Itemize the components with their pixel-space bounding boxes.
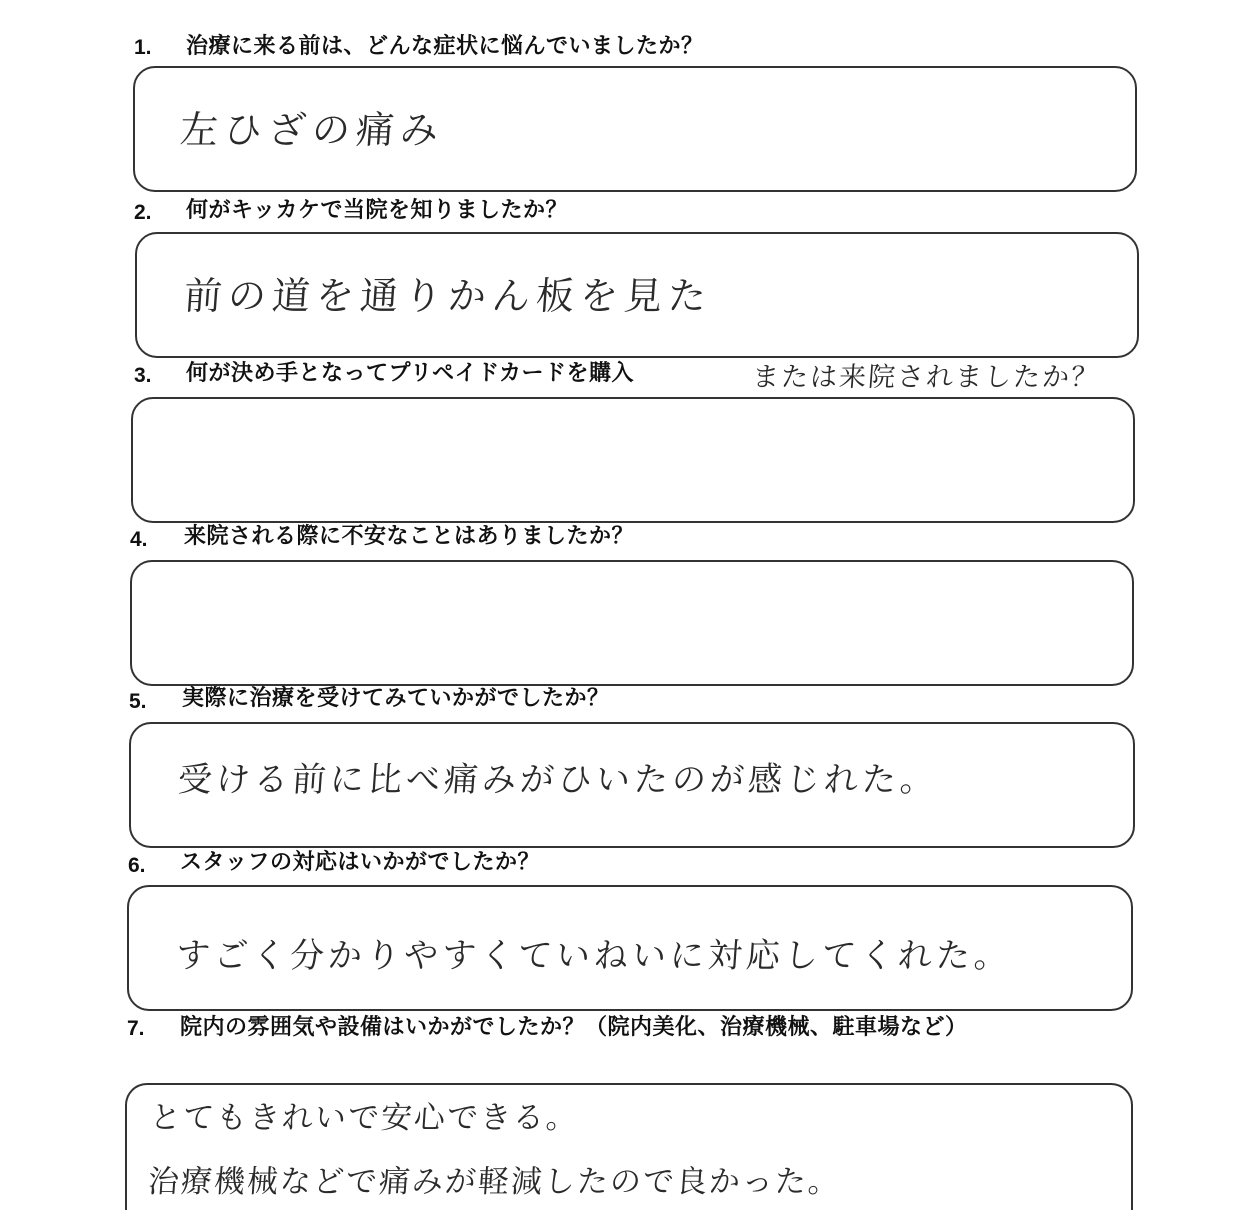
- question-5-number: 5.: [129, 690, 147, 713]
- answer-6-text: すごく分かりやすくていねいに対応してくれた。: [174, 936, 1014, 976]
- question-2-text: 何がキッカケで当院を知りましたか？: [186, 198, 569, 223]
- answer-box-3[interactable]: [131, 397, 1135, 523]
- question-1-text: 治療に来る前は、どんな症状に悩んでいましたか？: [186, 34, 704, 59]
- question-6-text: スタッフの対応はいかがでしたか？: [180, 850, 541, 875]
- question-7-number: 7.: [127, 1017, 145, 1040]
- question-3-number: 3.: [134, 364, 152, 387]
- question-4-number: 4.: [130, 528, 148, 551]
- answer-7-line-1: とてもきれいで安心できる。: [148, 1100, 581, 1136]
- question-3-text: 何が決め手となってプリペイドカードを購入: [186, 361, 635, 386]
- answer-5-text: 受ける前に比べ痛みがひいたのが感じれた。: [176, 760, 940, 800]
- question-5-text: 実際に治療を受けてみていかがでしたか？: [182, 686, 610, 711]
- answer-7-line-2: 治療機械などで痛みが軽減したので良かった。: [146, 1164, 843, 1200]
- question-1-number: 1.: [134, 36, 152, 59]
- question-4-text: 来院される際に不安なことはありましたか？: [184, 524, 635, 549]
- question-6-number: 6.: [128, 854, 146, 877]
- question-7-text: 院内の雰囲気や設備はいかがでしたか？（院内美化、治療機械、駐車場など）: [180, 1015, 968, 1040]
- answer-1-text: 左ひざの痛み: [178, 108, 446, 152]
- question-2-number: 2.: [134, 201, 152, 224]
- answer-box-4[interactable]: [130, 560, 1134, 686]
- question-3-handwritten-addendum: または来院されましたか？: [750, 362, 1102, 393]
- answer-2-text: 前の道を通りかん板を見た: [182, 274, 714, 318]
